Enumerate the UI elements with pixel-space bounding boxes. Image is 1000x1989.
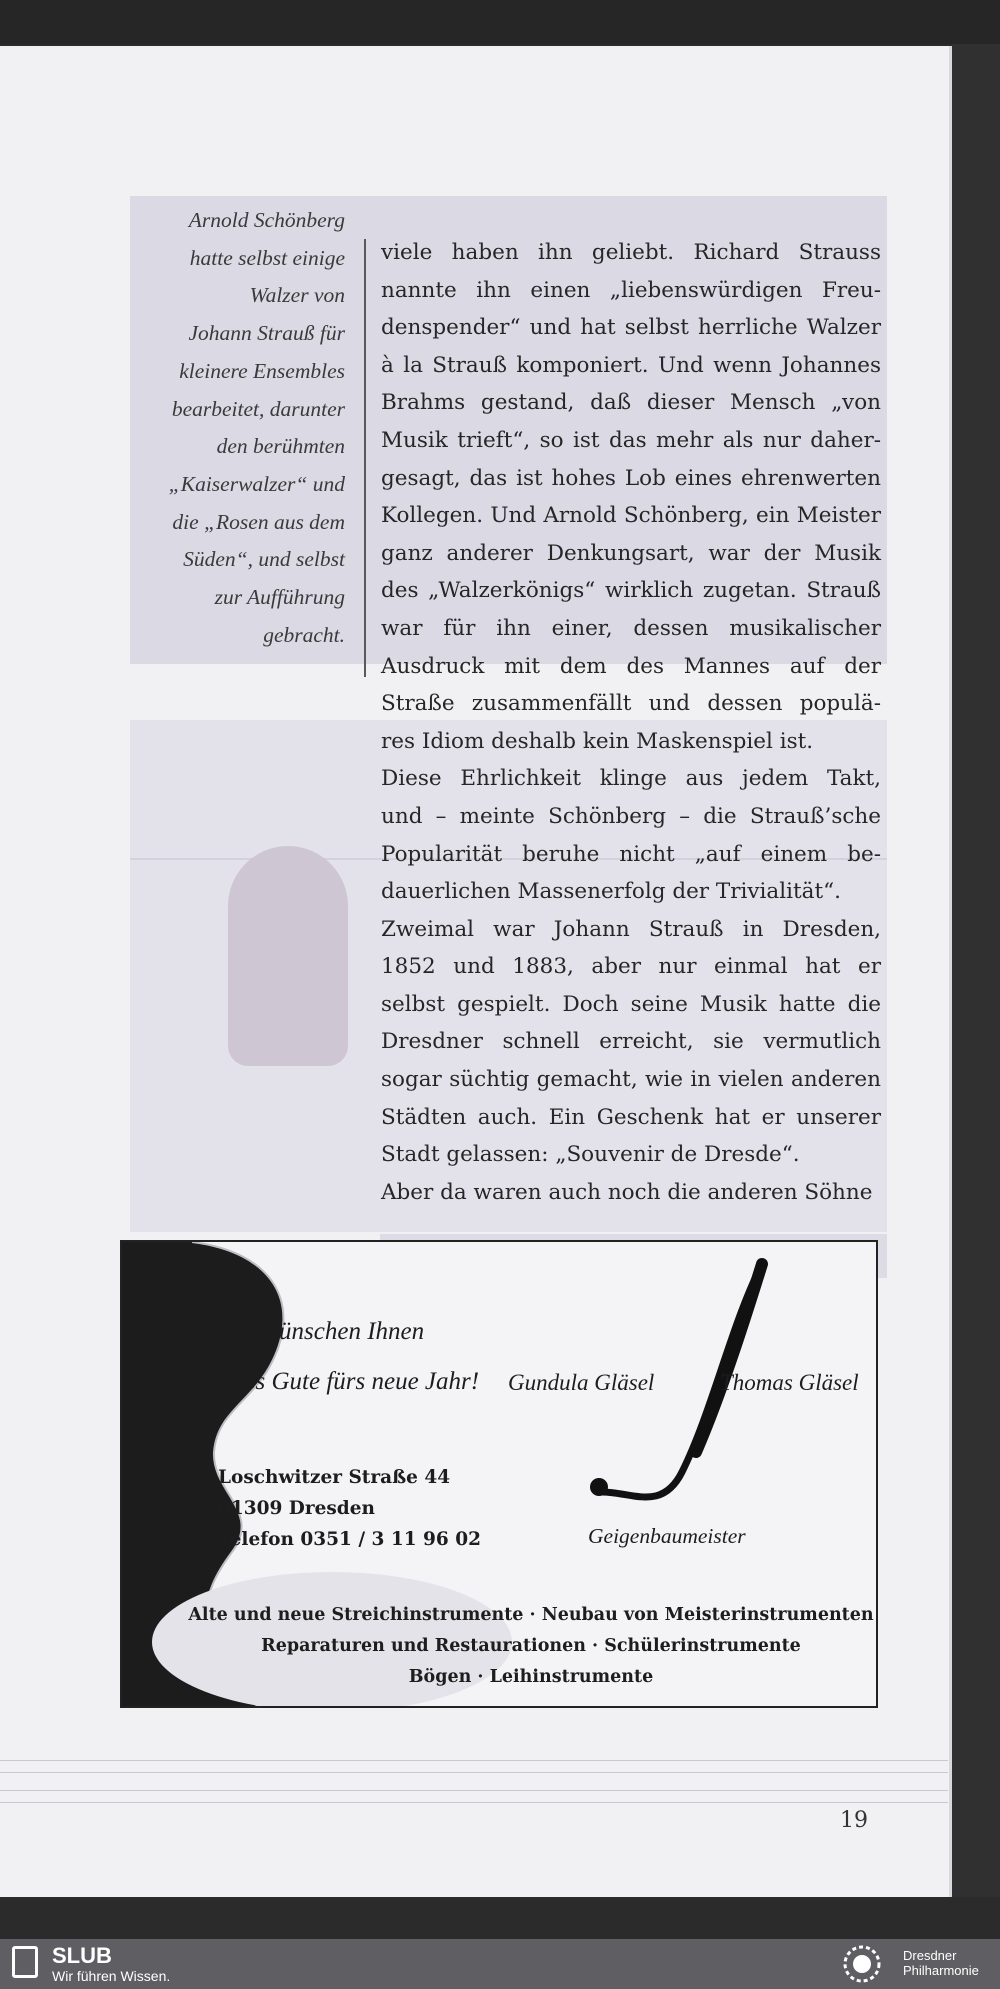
page-rule: [0, 1790, 948, 1791]
body-line: dauerlichen Massenerfolg der Trivialität“.: [381, 879, 841, 905]
viewer-footer: [0, 1939, 1000, 1989]
scan-right-border: [952, 44, 1000, 1897]
document-page: [0, 46, 952, 1897]
body-line: Brahms gestand, daß dieser Mensch „von: [381, 390, 881, 416]
greeting-line-2: alles Gute fürs neue Jahr!: [218, 1368, 480, 1395]
name-gundula: Gundula Gläsel: [508, 1370, 655, 1395]
body-line: Diese Ehrlichkeit klinge aus jedem Takt,: [381, 766, 881, 792]
services-line-3: Bögen · Leihinstrumente: [408, 1667, 654, 1687]
body-line: 1852 und 1883, aber nur einmal hat er: [381, 954, 881, 980]
profession-title: Geigenbaumeister: [588, 1524, 746, 1548]
contact-address: [218, 1462, 481, 1555]
body-line: des „Walzerkönigs“ wirklich zugetan. Strauß: [381, 578, 881, 604]
name-thomas: Thomas Gläsel: [720, 1370, 859, 1395]
page-rule: [0, 1802, 948, 1803]
sidebar-note: Arnold Schönberg hatte selbst einige Walzer von Johann Strauß für kleinere Ensembles bearbeitet, darunter den berühmten „Kaiserwalzer“ und die „Rosen aus dem Süden“, und selbst zur Aufführung gebracht.: [168, 208, 345, 647]
body-line: Städten auch. Ein Geschenk hat er unserer: [381, 1104, 881, 1130]
body-line: war für ihn einer, dessen musikalischer: [381, 615, 881, 641]
body-line: Aber da waren auch noch die anderen Söhne: [381, 1179, 873, 1205]
body-line: Ausdruck mit dem des Mannes auf der: [381, 653, 881, 679]
body-line: Zweimal war Johann Strauß in Dresden,: [381, 916, 881, 942]
services-list: [182, 1600, 878, 1693]
sidebar-divider: [364, 239, 366, 677]
page-rule: [0, 1772, 948, 1773]
greeting-line-1: Wir wünschen Ihnen: [220, 1318, 425, 1345]
page-number: 19: [840, 1808, 868, 1833]
slub-tagline: Wir führen Wissen.: [52, 1968, 171, 1984]
body-line: ganz anderer Denkungsart, war der Musik: [381, 540, 881, 566]
slub-name[interactable]: SLUB: [52, 1943, 112, 1968]
body-line: selbst gespielt. Doch seine Musik hatte die: [381, 991, 881, 1017]
services-line-1: Alte und neue Streichinstrumente · Neubau von Meisterinstrumenten: [188, 1605, 874, 1625]
body-line: res Idiom deshalb kein Maskenspiel ist.: [381, 728, 814, 754]
body-line: Straße zusammenfällt und dessen populä-: [381, 691, 881, 717]
body-line: Stadt gelassen: „Souvenir de Dresde“.: [381, 1142, 800, 1168]
philharmonie-name[interactable]: Dresdner Philharmonie: [903, 1948, 979, 1978]
philharmonie-logo-icon[interactable]: [842, 1944, 882, 1984]
address-city: 01309 Dresden: [218, 1498, 375, 1519]
body-line: nannte ihn einen „liebenswürdigen Freu-: [381, 277, 881, 303]
body-line: und – meinte Schönberg – die Strauß’sche: [381, 803, 881, 829]
body-line: sogar süchtig gemacht, wie in vielen anderen: [381, 1067, 881, 1093]
body-line: à la Strauß komponiert. Und wenn Johannes: [381, 352, 881, 378]
body-line: denspender“ und hat selbst herrliche Walzer: [381, 315, 881, 341]
scan-top-border: [0, 0, 1000, 44]
page-rule: [0, 1760, 948, 1761]
body-line: Dresdner schnell erreicht, sie vermutlich: [381, 1029, 881, 1055]
body-line: Musik trieft“, so ist das mehr als nur daher-: [381, 427, 881, 453]
article-body: [381, 234, 881, 1211]
body-line: Popularität beruhe nicht „auf einem be-: [381, 841, 881, 867]
services-line-2: Reparaturen und Restaurationen · Schülerinstrumente: [261, 1636, 801, 1656]
violin-maker-advertisement: [120, 1240, 878, 1708]
body-line: gesagt, das ist hohes Lob eines ehrenwerten: [381, 465, 881, 491]
address-street: Loschwitzer Straße 44: [218, 1467, 451, 1488]
body-line: viele haben ihn geliebt. Richard Strauss: [381, 240, 881, 265]
slub-logo-icon[interactable]: [12, 1946, 38, 1978]
bleed-through-figure: [228, 846, 348, 1066]
body-line: Kollegen. Und Arnold Schönberg, ein Meister: [381, 503, 881, 529]
phone-number: Telefon 0351 / 3 11 96 02: [218, 1529, 481, 1550]
